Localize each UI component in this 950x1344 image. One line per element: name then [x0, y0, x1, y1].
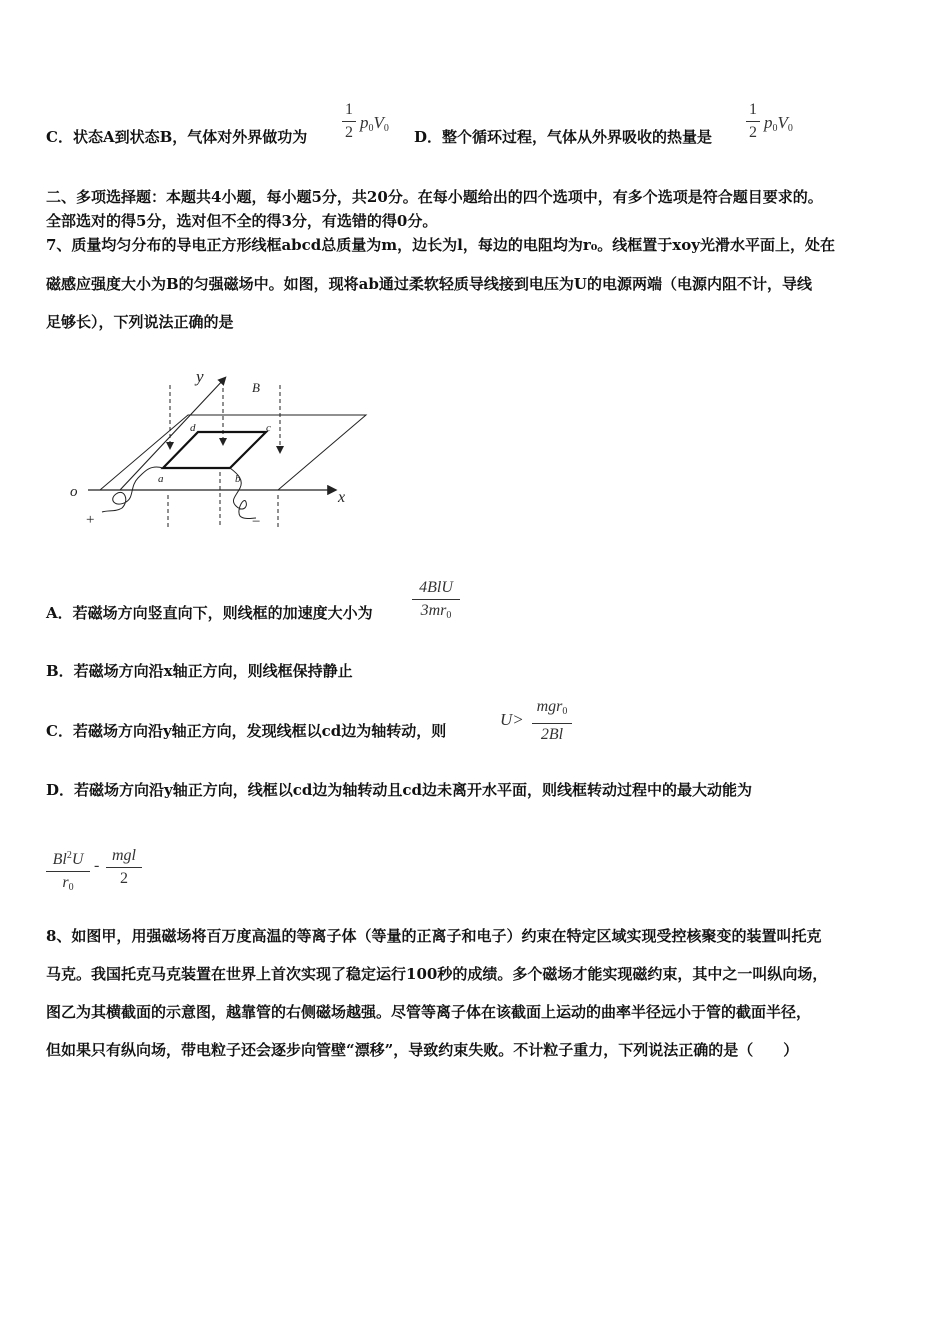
label-y: y: [196, 367, 204, 386]
y-axis: [120, 378, 225, 490]
expression-text: $p_0V_0$: [360, 113, 389, 134]
q6-option-c-expression: [360, 113, 389, 134]
fraction-denominator: $r_0$: [62, 874, 74, 893]
label-x: x: [338, 489, 346, 506]
q6-option-d-fraction: [746, 100, 760, 143]
inequality-lhs: U>: [500, 710, 524, 729]
fraction-numerator: Bl$^2$U: [52, 850, 84, 868]
label-a: a: [158, 473, 164, 485]
label-B: B: [252, 380, 260, 395]
q7-option-c: C．若磁场方向沿y轴正方向，发现线框以cd边为轴转动，则: [46, 722, 447, 740]
q6-option-d-text: D．整个循环过程，气体从外界吸收的热量是: [414, 128, 713, 146]
q6-option-d: [414, 128, 712, 146]
q7-option-b: B．若磁场方向沿x轴正方向，则线框保持静止: [46, 662, 353, 680]
fraction-denominator: 2: [749, 124, 757, 141]
fraction-numerator: 4BlU: [419, 579, 453, 596]
label-minus: −: [252, 514, 261, 530]
q6-option-c: [46, 128, 307, 146]
wire-negative: [230, 468, 256, 519]
fraction-numerator: 1: [749, 101, 757, 118]
plane-outline: [100, 415, 366, 490]
q7-stem-line3: 足够长），下列说法正确的是: [46, 313, 234, 331]
fraction-numerator: mgr$_0$: [536, 698, 568, 717]
q7-option-d-minus: [94, 857, 99, 875]
q7-option-c-fraction: [532, 697, 572, 745]
fraction-denominator: $3mr_0$: [420, 602, 452, 621]
q6-option-c-text: C．状态A到状态B，气体对外界做功为: [46, 128, 308, 146]
q7-stem-line2: 磁感应强度大小为B的匀强磁场中。如图，现将ab通过柔软轻质导线接到电压为U的电源两端（电源内阻不计，导线: [46, 275, 812, 293]
q8-stem-line4: 但如果只有纵向场，带电粒子还会逐步向管壁“漂移”，导致约束失败。不计粒子重力，下列说法正确的是（ ）: [46, 1041, 799, 1059]
q6-option-c-fraction: [342, 100, 356, 143]
q7-figure: [60, 360, 380, 540]
minus-sign: -: [94, 857, 100, 874]
q7-option-c-lhs: [500, 710, 524, 730]
label-c: c: [266, 422, 271, 434]
fraction-numerator: mgl: [112, 847, 136, 864]
label-b: b: [235, 473, 241, 485]
label-d: d: [190, 422, 196, 434]
q7-option-d: D．若磁场方向沿y轴正方向，线框以cd边为轴转动且cd边未离开水平面，则线框转动过程中的最大动能为: [46, 781, 752, 799]
fraction-denominator: 2: [120, 870, 128, 887]
q6-option-d-expression: [764, 113, 793, 134]
expression-text: $p_0V_0$: [764, 113, 793, 134]
section2-line2: 全部选对的得5分，选对但不全的得3分，有选错的得0分。: [46, 212, 438, 230]
label-plus: +: [86, 512, 95, 528]
q8-stem-line3: 图乙为其横截面的示意图，越靠管的右侧磁场越强。尽管等离子体在该截面上运动的曲率半径远小于管的截面半径，: [46, 1003, 812, 1021]
fraction-denominator: 2Bl: [540, 726, 564, 743]
q7-option-d-fraction1: [46, 846, 90, 898]
square-frame: [163, 432, 266, 468]
section2-line1: 二、多项选择题：本题共4小题，每小题5分，共20分。在每小题给出的四个选项中，有多个选项是符合题目要求的。: [46, 188, 823, 206]
fraction-numerator: 1: [345, 101, 353, 118]
q7-option-a-fraction: [412, 578, 460, 626]
q8-stem-line1: 8、如图甲，用强磁场将百万度高温的等离子体（等量的正离子和电子）约束在特定区域实现受控核聚变的装置叫托克: [46, 927, 822, 945]
q7-option-d-fraction2: [106, 846, 142, 889]
q8-stem-line2: 马克。我国托克马克装置在世界上首次实现了稳定运行100秒的成绩。多个磁场才能实现磁约束，其中之一叫纵向场，: [46, 965, 828, 983]
label-o: o: [70, 484, 78, 500]
fraction-denominator: 2: [345, 124, 353, 141]
q7-option-a: A．若磁场方向竖直向下，则线框的加速度大小为: [46, 604, 373, 622]
q7-stem-line1: 7、质量均匀分布的导电正方形线框abcd总质量为m，边长为l，每边的电阻均为r₀。线框置于xoy光滑水平面上，处在: [46, 236, 835, 254]
